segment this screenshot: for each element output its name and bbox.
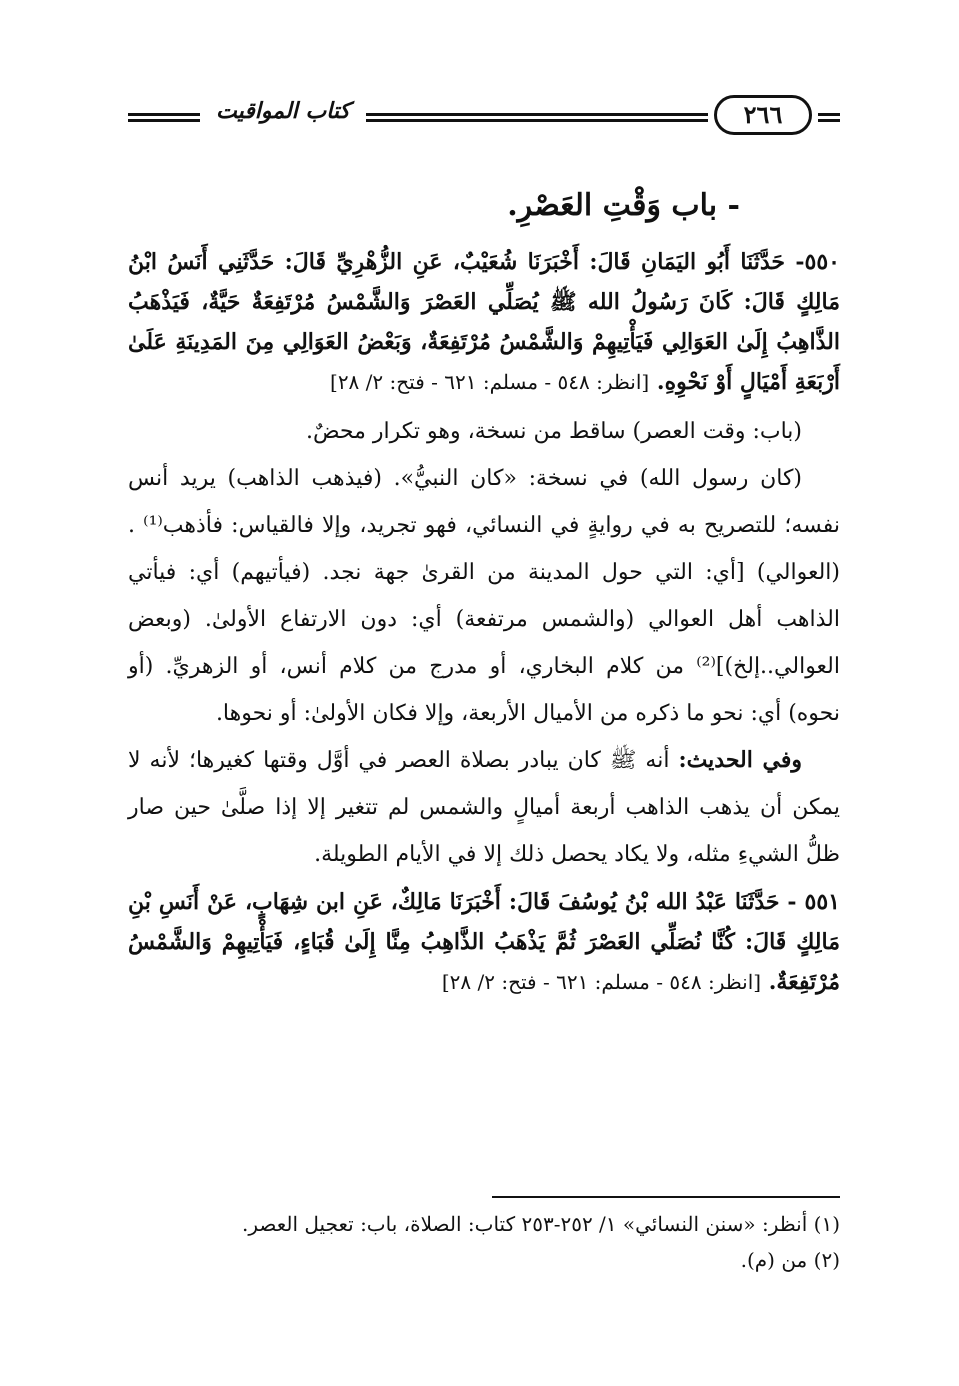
book-title: كتاب المواقيت: [216, 98, 350, 124]
footnote-2: (٢) من (م).: [740, 1248, 840, 1272]
commentary-paragraph: (باب: وقت العصر) ساقط من نسخة، وهو تكرار محضٌ.: [305, 419, 802, 444]
header-rule: [128, 119, 200, 122]
header-rule: [818, 119, 840, 122]
commentary-text: أنه ﷺ كان يبادر بصلاة العصر في أوَّل وقتها كغيرها؛ لأنه لا يمكن أن يذهب الذاهب أربعة أميالٍ والشمس لم تتغير إلا إذا صلَّىٰ حين صار ظلُّ الشيءِ مثله، ولا يكاد يحصل ذلك إلا في الأيام الطويلة.: [128, 748, 840, 867]
header-rule: [818, 113, 840, 116]
header-rule: [366, 119, 708, 122]
hadith-550-text: ٥٥٠- حَدَّثَنَا أَبُو اليَمَانِ قَالَ: أَخْبَرَنَا شُعَيْبٌ، عَنِ الزُّهْرِيِّ قَالَ: حَدَّثَنِي أَنَسُ ابْنُ مَالِكٍ قَالَ: كَانَ رَسُولُ الله ﷺ يُصَلِّي العَصْرَ وَالشَّمْسُ مُرْتَفِعَةٌ حَيَّةٌ، فَيَذْهَبُ الذَّاهِبُ إِلَىٰ العَوَالِي فَيَأْتِيهِمْ وَالشَّمْسُ مُرْتَفِعَةٌ، وَبَعْضُ العَوَالِي مِنَ المَدِينَةِ عَلَىٰ أَرْبَعَةِ أَمْيَالٍ أَوْ نَحْوِهِ.: [128, 249, 840, 395]
hadith-551-reference: [انظر: ٥٤٨ - مسلم: ٦٢١ - فتح: ٢/ ٢٨]: [441, 970, 762, 994]
main-text: [128, 170, 840, 1008]
commentary-paragraph: (كان رسول الله) في نسخة: «كان النبيُّ». (فيذهب الذاهب) يريد أنس نفسه؛ للتصريح به في روايةٍ في النسائي، فهو تجريد، وإلا فالقياس: فأذهب⁽¹⁾ . (العوالي) [أي: التي حول المدينة من القرىٰ جهة نجد. (فيأتيهم) أي: فيأتي الذاهب أهل العوالي (والشمس مرتفعة) أي: دون الارتفاع الأولىٰ. (وبعض العوالي..إلخ)]⁽²⁾ من كلام البخاري، أو مدرج من كلام أنس، أو الزهريِّ. (أو نحوه) أي: نحو ما ذكره من الأميال الأربعة، وإلا فكان الأولىٰ: أو نحوها.: [128, 466, 840, 726]
page-number: ٢٦٦: [714, 95, 812, 135]
footnote-divider: [492, 1196, 840, 1198]
hadith-551-text: ٥٥١ - حَدَّثَنَا عَبْدُ الله بْنُ يُوسُفَ قَالَ: أَخْبَرَنَا مَالِكٌ، عَنِ ابن شِهَابٍ، عَنْ أَنَسِ بْنِ مَالِكٍ قَالَ: كُنَّا نُصَلِّي العَصْرَ ثُمَّ يَذْهَبُ الذَّاهِبُ مِنَّا إِلَىٰ قُبَاءٍ، فَيَأْتِيهِمْ وَالشَّمْسُ مُرْتَفِعَةٌ.: [128, 889, 840, 995]
hadith-550: [128, 242, 840, 402]
commentary-paragraph: [128, 737, 840, 878]
running-header: [128, 92, 840, 142]
chapter-heading: - باب وَقْتِ العَصْرِ.: [507, 188, 740, 223]
header-rule: [128, 113, 200, 116]
header-rule: [366, 113, 708, 116]
hadith-550-reference: [انظر: ٥٤٨ - مسلم: ٦٢١ - فتح: ٢/ ٢٨]: [330, 370, 650, 394]
footnote-1: (١) أنظر: «سنن النسائي» ١/ ٢٥٢-٢٥٣ كتاب: الصلاة، باب: تعجيل العصر.: [242, 1212, 840, 1236]
commentary-label: وفي الحديث:: [678, 747, 802, 773]
footnotes: [128, 1206, 840, 1278]
hadith-551: [128, 882, 840, 1002]
